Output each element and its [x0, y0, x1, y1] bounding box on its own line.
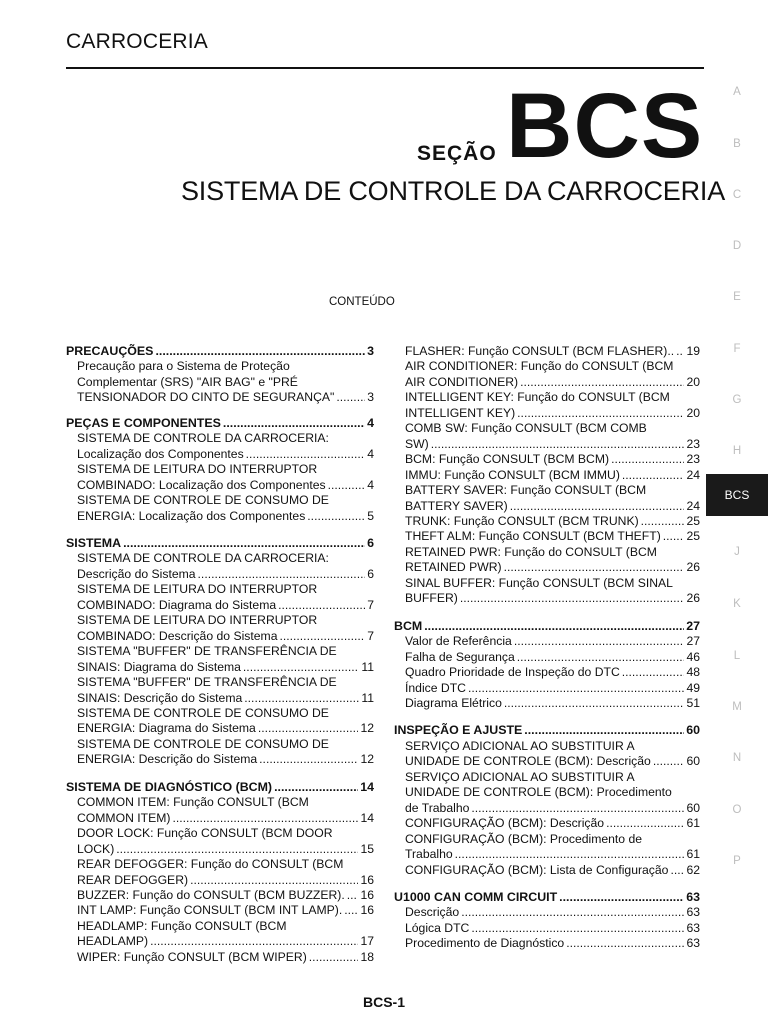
toc-entry-text: COMBINADO: Localização dos Componentes — [77, 477, 326, 492]
toc-entry-line — [405, 560, 700, 575]
toc-entry-line — [405, 634, 700, 649]
toc-section-label: PEÇAS E COMPONENTES — [66, 415, 221, 430]
toc-entry-line: REAR DEFOGGER: Função do CONSULT (BCM — [77, 857, 344, 872]
toc-entry-page: 11 — [361, 659, 374, 674]
toc-entry[interactable] — [66, 675, 374, 706]
section-code: BCS — [506, 75, 704, 177]
contents-label: CONTEÚDO — [329, 296, 395, 308]
toc-entry-page: 15 — [360, 841, 374, 856]
sidebar-tab-j[interactable]: J — [734, 546, 740, 558]
toc-entry-line: SERVIÇO ADICIONAL AO SUBSTITUIR A — [405, 769, 635, 784]
toc-section-title[interactable] — [394, 890, 700, 905]
toc-entry-page: 6 — [367, 566, 374, 581]
toc-entry-page: 61 — [686, 816, 700, 831]
toc-entry-page: 26 — [686, 560, 700, 575]
toc-entry[interactable] — [66, 888, 374, 903]
toc-entry-line — [77, 478, 374, 493]
toc-entry[interactable] — [394, 816, 700, 831]
toc-entry-text: SINAIS: Descrição do Sistema — [77, 690, 243, 705]
toc-entry-text: UNIDADE DE CONTROLE (BCM): Descrição — [405, 754, 651, 769]
toc-right-column — [394, 344, 700, 952]
toc-entry[interactable] — [394, 421, 700, 452]
leader-dots — [504, 560, 685, 575]
leader-dots — [246, 447, 366, 462]
toc-entry-page: 20 — [686, 405, 700, 420]
toc-section-page: 6 — [367, 535, 374, 550]
toc-section-title[interactable] — [66, 344, 374, 359]
sidebar-tab-o[interactable]: O — [732, 804, 742, 816]
leader-dots — [676, 344, 684, 359]
toc-entry[interactable] — [66, 613, 374, 644]
toc-entry-text: RETAINED PWR) — [405, 560, 502, 575]
toc-entry-page: 18 — [360, 949, 374, 964]
leader-dots — [559, 890, 684, 905]
toc-entry-text: BATTERY SAVER) — [405, 498, 508, 513]
header-rule — [66, 67, 704, 69]
toc-entry-text: THEFT ALM: Função CONSULT (BCM THEFT) — [405, 529, 661, 544]
leader-dots — [431, 437, 685, 452]
toc-entry[interactable] — [66, 857, 374, 888]
leader-dots — [566, 936, 684, 951]
toc-entry-text: TENSIONADOR DO CINTO DE SEGURANÇA" — [77, 390, 335, 405]
toc-entry-text: BCM: Função CONSULT (BCM BCM) — [405, 452, 610, 467]
leader-dots — [172, 811, 358, 826]
toc-entry-line: UNIDADE DE CONTROLE (BCM): Procedimento — [405, 785, 672, 800]
toc-entry-line: COMB SW: Função CONSULT (BCM COMB — [405, 421, 647, 436]
leader-dots — [155, 344, 365, 359]
toc-entry-line — [77, 660, 374, 675]
sidebar-tab-m[interactable]: M — [732, 701, 742, 713]
toc-entry-line — [405, 847, 700, 862]
toc-entry-line: CONFIGURAÇÃO (BCM): Procedimento de — [405, 831, 643, 846]
leader-dots — [259, 752, 358, 767]
toc-entry-page: 25 — [686, 529, 700, 544]
toc-entry-text: Descrição — [405, 905, 460, 920]
toc-entry-line: COMMON ITEM: Função CONSULT (BCM — [77, 795, 309, 810]
toc-entry-line — [77, 934, 374, 949]
toc-entry-text: ENERGIA: Descrição do Sistema — [77, 752, 258, 767]
toc-entry[interactable] — [394, 468, 700, 483]
toc-entry-text: de Trabalho — [405, 800, 470, 815]
toc-entry[interactable] — [394, 634, 700, 649]
leader-dots — [347, 888, 359, 903]
toc-entry-line: AIR CONDITIONER: Função do CONSULT (BCM — [405, 359, 674, 374]
toc-entry-line — [405, 529, 700, 544]
toc-entry[interactable] — [394, 905, 700, 920]
toc-entry-line — [77, 509, 374, 524]
toc-entry-line — [405, 406, 700, 421]
toc-entry-page: 49 — [686, 680, 700, 695]
toc-entry-text: Diagrama Elétrico — [405, 695, 502, 710]
toc-section-label: BCM — [394, 618, 423, 633]
toc-entry-page: 20 — [686, 374, 700, 389]
toc-left-column — [66, 344, 374, 965]
toc-entry-line — [77, 950, 374, 965]
toc-entry-line — [405, 650, 700, 665]
toc-entry-line: SISTEMA DE CONTROLE DA CARROCERIA: — [77, 431, 329, 446]
toc-entry-page: 11 — [361, 690, 374, 705]
section-gap — [66, 768, 374, 780]
toc-entry-page: 16 — [360, 887, 374, 902]
toc-entry-line — [405, 499, 700, 514]
leader-dots — [611, 452, 684, 467]
toc-entry[interactable] — [394, 832, 700, 863]
toc-entry-line — [405, 816, 700, 831]
toc-section-label: PRECAUÇÕES — [66, 344, 154, 358]
page-number: BCS-1 — [362, 994, 405, 1010]
toc-entry-line — [77, 842, 374, 857]
toc-section-page: 14 — [360, 779, 374, 794]
toc-entry-text: Lógica DTC — [405, 920, 470, 935]
leader-dots — [344, 903, 358, 918]
toc-entry[interactable] — [66, 950, 374, 965]
toc-entry-page: 3 — [367, 390, 374, 405]
toc-entry-line: SISTEMA DE LEITURA DO INTERRUPTOR — [77, 613, 318, 628]
toc-entry-page: 24 — [686, 498, 700, 513]
sidebar-tab-n[interactable]: N — [732, 752, 742, 764]
leader-dots — [278, 598, 365, 613]
leader-dots — [123, 536, 365, 551]
toc-entry[interactable] — [66, 493, 374, 524]
toc-entry-line — [405, 591, 700, 606]
toc-section-page: 3 — [367, 344, 374, 358]
toc-entry-page: 26 — [686, 591, 700, 606]
toc-section-title[interactable] — [66, 536, 374, 551]
section-sidebar — [706, 0, 768, 1024]
toc-entry-line: SISTEMA "BUFFER" DE TRANSFERÊNCIA DE — [77, 675, 337, 690]
leader-dots — [460, 591, 685, 606]
leader-dots — [309, 950, 359, 965]
toc-section-title[interactable] — [66, 416, 374, 431]
toc-entry-page: 24 — [686, 467, 700, 482]
toc-entry-page: 63 — [686, 905, 700, 920]
leader-dots — [471, 801, 684, 816]
toc-entry-text: COMBINADO: Descrição do Sistema — [77, 628, 278, 643]
leader-dots — [307, 509, 365, 524]
toc-entry-line — [405, 437, 700, 452]
sidebar-tab-bcs[interactable]: BCS — [706, 474, 768, 516]
toc-entry[interactable] — [394, 359, 700, 390]
toc-entry-line — [77, 447, 374, 462]
toc-entry-page: 19 — [686, 344, 700, 358]
leader-dots — [244, 691, 359, 706]
toc-entry-text: SW) — [405, 436, 429, 451]
toc-entry-line: SISTEMA "BUFFER" DE TRANSFERÊNCIA DE — [77, 644, 337, 659]
leader-dots — [279, 629, 365, 644]
toc-entry-text: INT LAMP: Função CONSULT (BCM INT LAMP). — [77, 903, 343, 918]
toc-entry[interactable] — [394, 681, 700, 696]
leader-dots — [468, 681, 684, 696]
leader-dots — [510, 499, 685, 514]
section-gap — [66, 406, 374, 416]
toc-entry[interactable] — [394, 390, 700, 421]
sidebar-tab-l[interactable]: L — [733, 650, 741, 662]
toc-entry-line: SERVIÇO ADICIONAL AO SUBSTITUIR A — [405, 738, 635, 753]
toc-section-page: 60 — [686, 723, 700, 738]
secao-label: SEÇÃO — [417, 142, 497, 165]
sidebar-tab-p[interactable]: P — [733, 855, 741, 867]
toc-entry-line — [405, 681, 700, 696]
leader-dots — [455, 847, 685, 862]
sidebar-tab-h[interactable]: H — [732, 445, 742, 457]
toc-entry[interactable] — [394, 770, 700, 816]
toc-entry[interactable] — [394, 344, 700, 359]
leader-dots — [520, 375, 684, 390]
toc-entry-line — [77, 888, 374, 903]
leader-dots — [622, 665, 685, 680]
toc-entry-line — [77, 752, 374, 767]
toc-entry-line — [77, 629, 374, 644]
toc-entry[interactable] — [394, 739, 700, 770]
toc-entry-line — [405, 375, 700, 390]
leader-dots — [243, 660, 359, 675]
leader-dots — [663, 529, 685, 544]
leader-dots — [524, 723, 684, 738]
toc-entry-text: TRUNK: Função CONSULT (BCM TRUNK) — [405, 513, 639, 528]
sidebar-tab-b[interactable]: B — [733, 138, 741, 150]
toc-entry-page: 4 — [367, 477, 374, 492]
toc-entry-page: 4 — [367, 446, 374, 461]
sidebar-tab-f[interactable]: F — [733, 343, 741, 355]
toc-entry[interactable] — [394, 545, 700, 576]
leader-dots — [223, 416, 365, 431]
toc-entry-page: 63 — [686, 920, 700, 935]
toc-entry-line — [405, 801, 700, 816]
toc-entry-page: 60 — [686, 754, 700, 769]
toc-entry-page: 5 — [367, 508, 374, 523]
toc-entry-line: Precaução para o Sistema de Proteção — [77, 359, 290, 374]
toc-entry-line: DOOR LOCK: Função CONSULT (BCM DOOR — [77, 826, 333, 841]
leader-dots — [517, 406, 684, 421]
toc-entry-page: 7 — [367, 597, 374, 612]
toc-entry-text: AIR CONDITIONER) — [405, 374, 519, 389]
leader-dots — [336, 390, 365, 405]
toc-entry-page: 61 — [686, 847, 700, 862]
toc-entry-text: BUFFER) — [405, 591, 458, 606]
toc-entry-line: HEADLAMP: Função CONSULT (BCM — [77, 918, 287, 933]
toc-entry[interactable] — [394, 936, 700, 951]
toc-entry[interactable] — [66, 551, 374, 582]
toc-entry-text: CONFIGURAÇÃO (BCM): Descrição — [405, 816, 605, 831]
toc-entry[interactable] — [66, 644, 374, 675]
toc-entry-page: 48 — [686, 665, 700, 680]
leader-dots — [606, 816, 684, 831]
toc-entry-line — [77, 598, 374, 613]
toc-entry-text: LOCK) — [77, 841, 115, 856]
toc-entry-text: ENERGIA: Localização dos Componentes — [77, 508, 306, 523]
toc-entry-text: INTELLIGENT KEY) — [405, 405, 516, 420]
toc-entry-line — [405, 344, 700, 359]
toc-entry[interactable] — [66, 737, 374, 768]
toc-entry-line — [405, 665, 700, 680]
section-subtitle: SISTEMA DE CONTROLE DA CARROCERIA — [181, 176, 725, 206]
sidebar-tab-k[interactable]: K — [733, 598, 741, 610]
toc-entry[interactable] — [66, 582, 374, 613]
toc-entry-text: Quadro Prioridade de Inspeção do DTC — [405, 665, 620, 680]
toc-entry-page: 27 — [686, 634, 700, 649]
toc-entry-line — [77, 873, 374, 888]
section-gap — [394, 711, 700, 723]
toc-entry-page: 16 — [360, 903, 374, 918]
toc-entry-line: SINAL BUFFER: Função CONSULT (BCM SINAL — [405, 575, 673, 590]
sidebar-tab-g[interactable]: G — [732, 394, 742, 406]
toc-entry-text: Localização dos Componentes — [77, 446, 244, 461]
leader-dots — [424, 619, 684, 634]
toc-entry-text: BUZZER: Função do CONSULT (BCM BUZZER). — [77, 887, 345, 902]
sidebar-tab-a[interactable]: A — [733, 86, 741, 98]
leader-dots — [670, 863, 684, 878]
toc-section-label: SISTEMA — [66, 535, 122, 550]
section-gap — [66, 524, 374, 536]
toc-entry[interactable] — [394, 576, 700, 607]
toc-entry-text: Trabalho — [405, 847, 453, 862]
toc-entry[interactable] — [394, 696, 700, 711]
toc-entry-line: RETAINED PWR: Função do CONSULT (BCM — [405, 544, 657, 559]
toc-entry-text: HEADLAMP) — [77, 934, 149, 949]
leader-dots — [274, 780, 358, 795]
toc-entry-line: SISTEMA DE CONTROLE DA CARROCERIA: — [77, 551, 329, 566]
toc-entry[interactable] — [66, 826, 374, 857]
toc-entry-line — [405, 905, 700, 920]
toc-entry-page: 23 — [686, 452, 700, 467]
toc-entry-page: 51 — [686, 695, 700, 710]
toc-section-label: INSPEÇÃO E AJUSTE — [394, 723, 523, 738]
leader-dots — [328, 478, 366, 493]
toc-section-page: 27 — [686, 618, 700, 633]
toc-entry-line — [77, 390, 374, 405]
toc-entry-page: 12 — [360, 752, 374, 767]
toc-entry-line: SISTEMA DE CONTROLE DE CONSUMO DE — [77, 736, 329, 751]
toc-entry-text: COMMON ITEM) — [77, 810, 171, 825]
toc-entry-page: 62 — [686, 862, 700, 877]
toc-entry-page: 12 — [360, 721, 374, 736]
leader-dots — [622, 468, 685, 483]
toc-entry-page: 7 — [367, 628, 374, 643]
toc-section-title[interactable] — [394, 619, 700, 634]
leader-dots — [504, 696, 685, 711]
toc-entry[interactable] — [66, 462, 374, 493]
section-gap — [394, 607, 700, 619]
sidebar-tab-d[interactable]: D — [732, 240, 742, 252]
toc-entry-text: Índice DTC — [405, 680, 466, 695]
toc-section-page: 63 — [686, 889, 700, 904]
toc-entry[interactable] — [394, 863, 700, 878]
toc-entry[interactable] — [394, 921, 700, 936]
toc-section-title[interactable] — [66, 780, 374, 795]
toc-entry[interactable] — [394, 650, 700, 665]
toc-entry-text: IMMU: Função CONSULT (BCM IMMU) — [405, 467, 620, 482]
toc-entry-text: ENERGIA: Diagrama do Sistema — [77, 721, 256, 736]
leader-dots — [116, 842, 358, 857]
leader-dots — [198, 567, 366, 582]
toc-entry-text: Procedimento de Diagnóstico — [405, 936, 565, 951]
toc-entry[interactable] — [66, 359, 374, 405]
toc-entry[interactable] — [394, 514, 700, 529]
leader-dots — [471, 921, 684, 936]
toc-entry-text: SINAIS: Diagrama do Sistema — [77, 659, 241, 674]
toc-entry-page: 14 — [360, 810, 374, 825]
toc-entry-line — [77, 691, 374, 706]
toc-entry-text: Falha de Segurança — [405, 649, 515, 664]
toc-entry-line: Complementar (SRS) "AIR BAG" e "PRÉ — [77, 374, 298, 389]
toc-entry-line: SISTEMA DE CONTROLE DE CONSUMO DE — [77, 493, 329, 508]
toc-entry-text: REAR DEFOGGER) — [77, 872, 189, 887]
toc-entry[interactable] — [66, 706, 374, 737]
toc-entry-text: COMBINADO: Diagrama do Sistema — [77, 597, 277, 612]
toc-section-page: 4 — [367, 415, 374, 430]
toc-entry-page: 25 — [686, 513, 700, 528]
toc-entry-line — [405, 514, 700, 529]
toc-entry-text: Valor de Referência — [405, 634, 512, 649]
toc-entry-text: CONFIGURAÇÃO (BCM): Lista de Configuração — [405, 862, 669, 877]
leader-dots — [653, 754, 685, 769]
toc-entry-line — [405, 468, 700, 483]
toc-section-label: U1000 CAN COMM CIRCUIT — [394, 889, 558, 904]
toc-entry-line — [405, 936, 700, 951]
toc-entry-line: SISTEMA DE LEITURA DO INTERRUPTOR — [77, 462, 318, 477]
leader-dots — [150, 934, 358, 949]
toc-entry-line: SISTEMA DE LEITURA DO INTERRUPTOR — [77, 582, 318, 597]
sidebar-tab-e[interactable]: E — [733, 291, 741, 303]
toc-entry[interactable] — [394, 529, 700, 544]
toc-entry-page: 16 — [360, 872, 374, 887]
toc-entry-line: SISTEMA DE CONTROLE DE CONSUMO DE — [77, 705, 329, 720]
toc-entry[interactable] — [66, 919, 374, 950]
toc-entry[interactable] — [394, 665, 700, 680]
toc-entry-line — [405, 921, 700, 936]
toc-entry-line: INTELLIGENT KEY: Função do CONSULT (BCM — [405, 390, 670, 405]
toc-entry-text: WIPER: Função CONSULT (BCM WIPER) — [77, 949, 307, 964]
toc-entry-line — [405, 754, 700, 769]
sidebar-tab-c[interactable]: C — [732, 189, 742, 201]
toc-entry-line — [77, 903, 374, 918]
leader-dots — [514, 634, 685, 649]
toc-entry-line: BATTERY SAVER: Função CONSULT (BCM — [405, 483, 647, 498]
toc-entry[interactable] — [394, 452, 700, 467]
leader-dots — [641, 514, 685, 529]
toc-entry-line — [405, 452, 700, 467]
toc-entry-text: Descrição do Sistema — [77, 566, 196, 581]
toc-section-title[interactable] — [394, 723, 700, 738]
section-gap — [394, 878, 700, 890]
toc-entry-page: 63 — [686, 936, 700, 951]
toc-entry-text: FLASHER: Função CONSULT (BCM FLASHER).. — [405, 344, 675, 358]
toc-entry-line — [77, 721, 374, 736]
leader-dots — [517, 650, 685, 665]
leader-dots — [190, 873, 358, 888]
toc-entry-line — [77, 811, 374, 826]
leader-dots — [258, 721, 359, 736]
toc-entry[interactable] — [66, 795, 374, 826]
toc-entry-page: 23 — [686, 436, 700, 451]
toc-section-label: SISTEMA DE DIAGNÓSTICO (BCM) — [66, 779, 273, 794]
header-title: CARROCERIA — [66, 30, 209, 53]
toc-entry-page: 60 — [686, 800, 700, 815]
leader-dots — [461, 905, 684, 920]
toc-entry[interactable] — [394, 483, 700, 514]
toc-entry-line — [405, 863, 700, 878]
toc-entry-line — [77, 567, 374, 582]
toc-entry-line — [405, 696, 700, 711]
toc-entry-page: 17 — [360, 934, 374, 949]
toc-entry-page: 46 — [686, 649, 700, 664]
toc-entry[interactable] — [66, 431, 374, 462]
toc-entry[interactable] — [66, 903, 374, 918]
